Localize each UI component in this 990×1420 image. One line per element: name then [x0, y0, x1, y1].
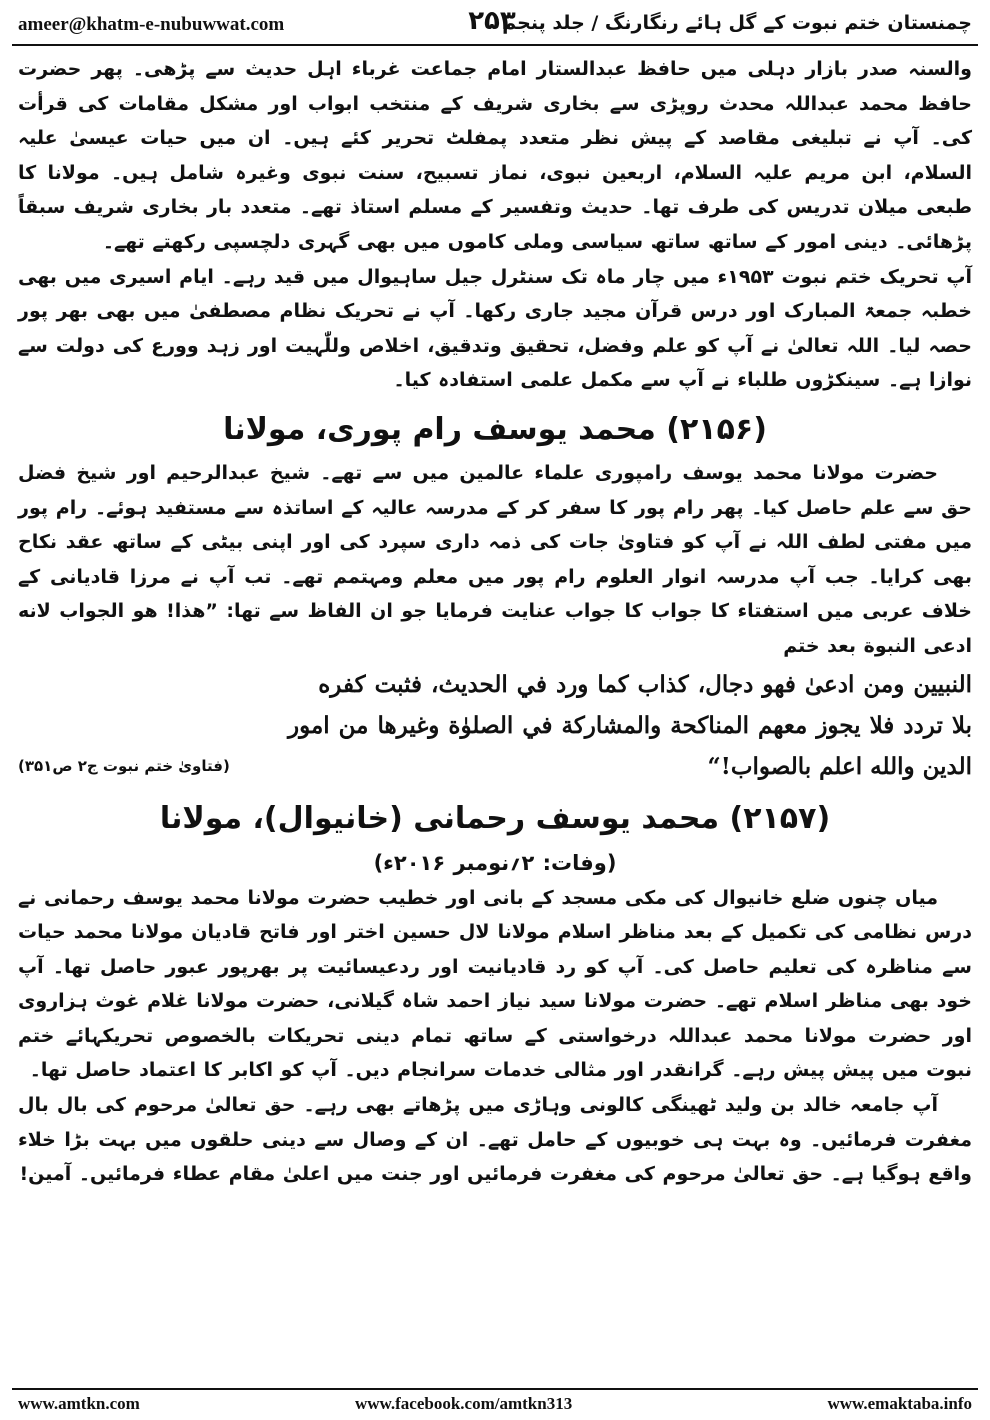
footer-link-amtkn[interactable]: www.amtkn.com [18, 1394, 140, 1413]
section1-paragraph: والسنہ صدر بازار دہلی میں حافظ عبدالستار امام جماعت غرباء اہل حدیث سے پڑھی۔ پھر حضرت حافظ محمد عبداللہ محدث روپڑی سے بخاری شریف کے منتخب ابواب اور مشکل مقامات کی قرأت کی۔ آپ نے تبلیغی مقاصد کے پیش نظر متعدد پمفلٹ تحریر کئے ہیں۔ ان میں حیات عیسیٰ علیہ السلام، ابن مریم علیہ السلام، اربعین نبوی، نماز تسبیح، سنت نبوی وغیرہ شامل ہیں۔ مولانا کا طبعی میلان تدریس کی طرف تھا۔ حدیث وتفسیر کے مسلم استاذ تھے۔ متعدد بار بخاری شریف سبقاً پڑھائی۔ دینی امور کے ساتھ ساتھ سیاسی وملی کاموں میں بھی گہری دلچسپی رکھتے تھے۔ [18, 58, 972, 253]
footer-link-emaktaba[interactable]: www.emaktaba.info [827, 1394, 972, 1413]
header-email[interactable]: ameer@khatm-e-nubuwwat.com [18, 14, 285, 35]
page-body [18, 52, 972, 1192]
footer-link-facebook[interactable]: www.facebook.com/amtkn313 [355, 1394, 573, 1413]
arabic-fatwa-last-line [18, 746, 972, 787]
death-date: (وفات: ۲؍نومبر ۲۰۱۶ء) [373, 850, 617, 875]
entry-heading-2157: (۲۱۵۷) محمد یوسف رحمانی (خانیوال)، مولانا [159, 800, 831, 836]
fatwa-reference: (فتاویٰ ختم نبوت ج۲ ص۳۵۱) [18, 757, 230, 775]
entry-2157-paragraph-1: میاں چنوں ضلع خانیوال کی مکی مسجد کے بانی اور خطیب حضرت مولانا محمد یوسف رحمانی نے درس نظامی کی تکمیل کے بعد مناظر اسلام مولانا لال حسین اختر اور فاتح قادیان مولانا محمد حیات سے مناظرہ کی تعلیم حاصل کی۔ آپ کو رد قادیانیت اور ردعیسائیت پر بھرپور عبور حاصل تھا۔ آپ خود بھی مناظر اسلام تھے۔ حضرت مولانا سید نیاز احمد شاہ گیلانی، حضرت مولانا غلام غوث ہزاروی اور حضرت مولانا محمد عبداللہ درخواستی کے ساتھ تمام دینی تحریکات بالخصوص تحریکہائے ختم نبوت میں پیش پیش رہے۔ گرانقدر اور مثالی خدمات سرانجام دیں۔ آپ کو اکابر کا اعتماد حاصل تھا۔ [18, 886, 972, 1082]
footer-rule [12, 1388, 978, 1390]
page-number: ۲۵۳ [468, 6, 516, 36]
book-title: چمنستان ختم نبوت کے گل ہائے رنگارنگ / جلد پنجم [502, 12, 972, 34]
arabic-fatwa-line-3: الدين والله اعلم بالصواب!“ [707, 752, 972, 780]
section1-paragraph-2: آپ تحریک ختم نبوت ۱۹۵۳ء میں چار ماہ تک سنٹرل جیل ساہیوال میں قید رہے۔ ایام اسیری میں بھی خطبہ جمعۃ المبارک اور درس قرآن مجید جاری رکھا۔ آپ نے تحریک نظام مصطفیٰ میں بھی بھر پور حصہ لیا۔ اللہ تعالیٰ نے آپ کو علم وفضل، تحقیق وتدقیق، اخلاص وللّٰہیت اور زہد وورع کی دولت سے نوازا ہے۔ سینکڑوں طلباء نے آپ سے مکمل علمی استفادہ کیا۔ [18, 265, 973, 392]
entry-2156-paragraph: حضرت مولانا محمد یوسف رامپوری علماء عالمین میں سے تھے۔ شیخ عبدالرحیم اور شیخ فضل حق سے علم حاصل کیا۔ پھر رام پور کا سفر کر کے مدرسہ عالیہ کے اساتذہ سے مستفید ہوئے۔ رام پور میں مفتی لطف اللہ نے آپ کو فتاویٰ جات کی ذمہ داری سپرد کی اور اپنی بیٹی کے ساتھ عقد نکاح بھی کرایا۔ جب آپ مدرسہ انوار العلوم رام پور میں معلم ومہتمم تھے۔ تب آپ نے مرزا قادیانی کے خلاف عربی میں استفتاء کا جواب کا جواب عنایت فرمایا جو ان الفاظ سے تھا: ”هذا! هو الجواب لانه ادعى النبوة بعد ختم [18, 461, 972, 657]
header-rule [12, 44, 978, 46]
arabic-fatwa-line-2: بلا تردد فلا يجوز معهم المناكحة والمشاركة في الصلوٰة وغيرها من امور [287, 711, 972, 739]
page-header [12, 6, 978, 42]
arabic-fatwa-line-1: النبيين ومن ادعىٰ فهو دجال، كذاب كما ورد في الحديث، فثبت كفره [318, 670, 972, 698]
page-footer [12, 1394, 978, 1418]
entry-heading-2156: (۲۱۵۶) محمد یوسف رام پوری، مولانا [223, 411, 767, 447]
entry-2157-paragraph-2: آپ جامعہ خالد بن ولید ٹھینگی کالونی وہاڑی میں پڑھاتے بھی رہے۔ حق تعالیٰ مرحوم کی بال بال مغفرت فرمائیں۔ وہ بہت ہی خوبیوں کے حامل تھے۔ ان کے وصال سے دینی حلقوں میں بہت بڑا خلاء واقع ہوگیا ہے۔ حق تعالیٰ مرحوم کی مغفرت فرمائیں اور جنت میں اعلیٰ مقام عطاء فرمائیں۔ آمین! [18, 1094, 972, 1186]
